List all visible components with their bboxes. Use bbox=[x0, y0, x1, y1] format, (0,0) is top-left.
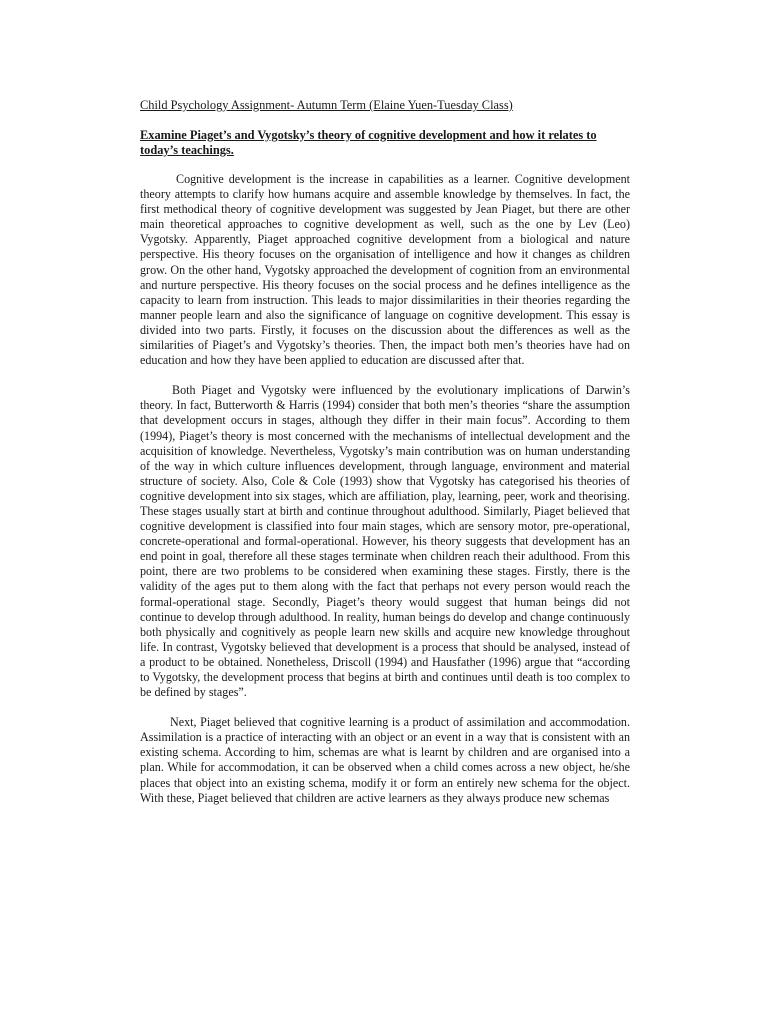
paragraph-1: Cognitive development is the increase in capabilities as a learner. Cognitive development theory attempts to clarify how humans acquire and assemble knowledge by themselves. In fact, the first methodical theory of cognitive development was suggested by Jean Piaget, but there are other main theoretical approaches to cognitive development as well, such as the one by Lev (Leo) Vygotsky. Apparently, Piaget approached cognitive development from a biological and nature perspective. His theory focuses on the organisation of intelligence and how it changes as children grow. On the other hand, Vygotsky approached the development of cognition from an environmental and nurture perspective. His theory focuses on the social process and he defines intelligence as the capacity to learn from instruction. This leads to major dissimilarities in their theories regarding the manner people learn and also the significance of language on cognitive development. This essay is divided into two parts. Firstly, it focuses on the discussion about the differences as well as the similarities of Piaget’s and Vygotsky’s theories. Then, the impact both men’s theories have had on education and how they have been applied to education are discussed after that. bbox=[140, 172, 630, 368]
paragraph-3: Next, Piaget believed that cognitive learning is a product of assimilation and accommodation. Assimilation is a practice of interacting with an object or an event in a way that is consistent with an existing schema. According to him, schemas are what is learnt by children and are organised into a plan. While for accommodation, it can be observed when a child comes across a new object, he/she places that object into an existing schema, modify it or form an entirely new schema for the object. With these, Piaget believed that children are active learners as they always produce new schemas bbox=[140, 715, 630, 805]
document-body bbox=[140, 96, 630, 821]
paragraph-2: Both Piaget and Vygotsky were influenced by the evolutionary implications of Darwin’s theory. In fact, Butterworth & Harris (1994) consider that both men’s theories “share the assumption that development occurs in stages, although they differ in their main focus”. According to them (1994), Piaget’s theory is most concerned with the mechanisms of intellectual development and the acquisition of knowledge. Nevertheless, Vygotsky’s main contribution was on human understanding of the way in which culture influences development, through language, environment and material structure of society. Also, Cole & Cole (1993) show that Vygotsky has categorised his theories of cognitive development into six stages, which are affiliation, play, learning, peer, work and theorising. These stages usually start at birth and continue throughout adulthood. Similarly, Piaget believed that cognitive development is classified into four main stages, which are sensory motor, pre-operational, concrete-operational and formal-operational. However, his theory suggests that development has an end point in goal, therefore all these stages terminate when children reach their adulthood. From this point, there are two problems to be considered when examining these stages. Firstly, there is the validity of the ages put to them along with the fact that perhaps not every person would reach the formal-operational stage. Secondly, Piaget’s theory would suggest that human beings did not continue to develop through adulthood. In reality, human beings do develop and change continuously both physically and cognitively as people learn new skills and acquire new knowledge throughout life. In contrast, Vygotsky believed that development is a process that should be analysed, instead of a product to be obtained. Nonetheless, Driscoll (1994) and Hausfather (1996) argue that “according to Vygotsky, the development process that begins at birth and continues until death is too complex to be defined by stages”. bbox=[140, 383, 630, 700]
essay-title: Examine Piaget’s and Vygotsky’s theory of cognitive development and how it relates to today’s teachings. bbox=[140, 128, 597, 157]
assignment-header: Child Psychology Assignment- Autumn Term (Elaine Yuen-Tuesday Class) bbox=[140, 98, 513, 112]
